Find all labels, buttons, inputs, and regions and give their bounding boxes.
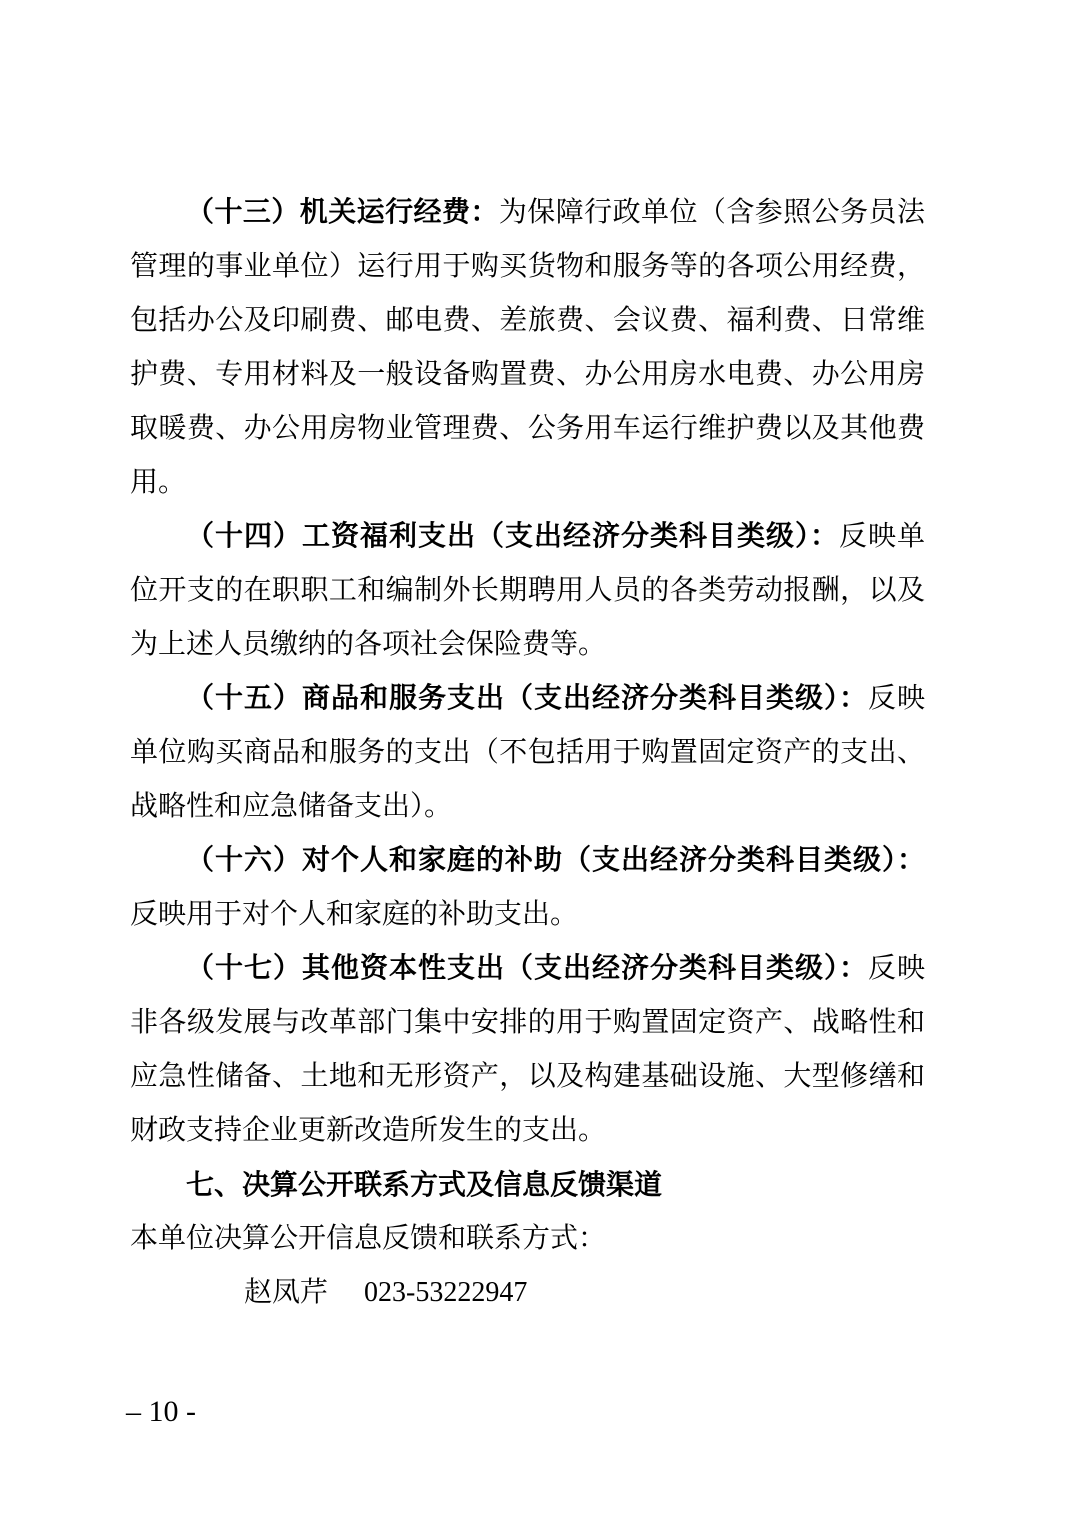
paragraph-15 xyxy=(130,672,925,834)
text-line: 反映用于对个人和家庭的补助支出。 xyxy=(130,899,579,930)
text-line xyxy=(130,942,925,996)
text-line: 管理的事业单位）运行用于购买货物和服务等的各项公用经费， xyxy=(130,251,925,282)
text-line: 位开支的在职职工和编制外长期聘用人员的各类劳动报酬，以及 xyxy=(130,575,925,606)
text-line: 包括办公及印刷费、邮电费、差旅费、会议费、福利费、日常维 xyxy=(130,305,925,336)
text-line xyxy=(130,834,925,888)
contact-line xyxy=(130,1266,925,1320)
document-body xyxy=(130,186,925,1320)
page-number: – 10 - xyxy=(126,1395,196,1428)
section-heading: 七、决算公开联系方式及信息反馈渠道 xyxy=(186,1169,663,1200)
text-line: 战略性和应急储备支出）。 xyxy=(130,791,453,822)
paragraph-14 xyxy=(130,510,925,672)
text-line: 非各级发展与改革部门集中安排的用于购置固定资产、战略性和 xyxy=(130,1007,925,1038)
term-label: （十六）对个人和家庭的补助（支出经济分类科目类级）： xyxy=(186,845,925,876)
text-line xyxy=(130,186,925,240)
text-line: 应急性储备、土地和无形资产，以及构建基础设施、大型修缮和 xyxy=(130,1061,925,1092)
paragraph-13 xyxy=(130,186,925,510)
text-line: 护费、专用材料及一般设备购置费、办公用房水电费、办公用房 xyxy=(130,359,925,390)
text-line: 取暖费、办公用房物业管理费、公务用车运行维护费以及其他费 xyxy=(130,413,925,444)
term-label: （十三）机关运行经费： xyxy=(186,197,499,228)
paragraph-17 xyxy=(130,942,925,1158)
text-line: 为上述人员缴纳的各项社会保险费等。 xyxy=(130,629,607,660)
line-text: 反映 xyxy=(867,953,925,984)
term-label: （十四）工资福利支出（支出经济分类科目类级）： xyxy=(186,521,839,552)
text-line xyxy=(130,672,925,726)
term-label: （十五）商品和服务支出（支出经济分类科目类级）： xyxy=(186,683,868,714)
line-text: 为保障行政单位（含参照公务员法 xyxy=(498,197,925,228)
term-label: （十七）其他资本性支出（支出经济分类科目类级）： xyxy=(186,953,868,984)
contact-name: 赵凤芹 xyxy=(244,1277,329,1308)
text-line: 财政支持企业更新改造所发生的支出。 xyxy=(130,1115,607,1146)
contact-phone: 023-53222947 xyxy=(364,1277,528,1308)
paragraph-16 xyxy=(130,834,925,942)
line-text: 反映 xyxy=(867,683,925,714)
text-line: 用。 xyxy=(130,467,187,498)
text-line xyxy=(130,510,925,564)
line-text: 反映单 xyxy=(838,521,925,552)
contact-intro-line: 本单位决算公开信息反馈和联系方式： xyxy=(130,1223,607,1254)
text-line: 单位购买商品和服务的支出（不包括用于购置固定资产的支出、 xyxy=(130,737,925,768)
